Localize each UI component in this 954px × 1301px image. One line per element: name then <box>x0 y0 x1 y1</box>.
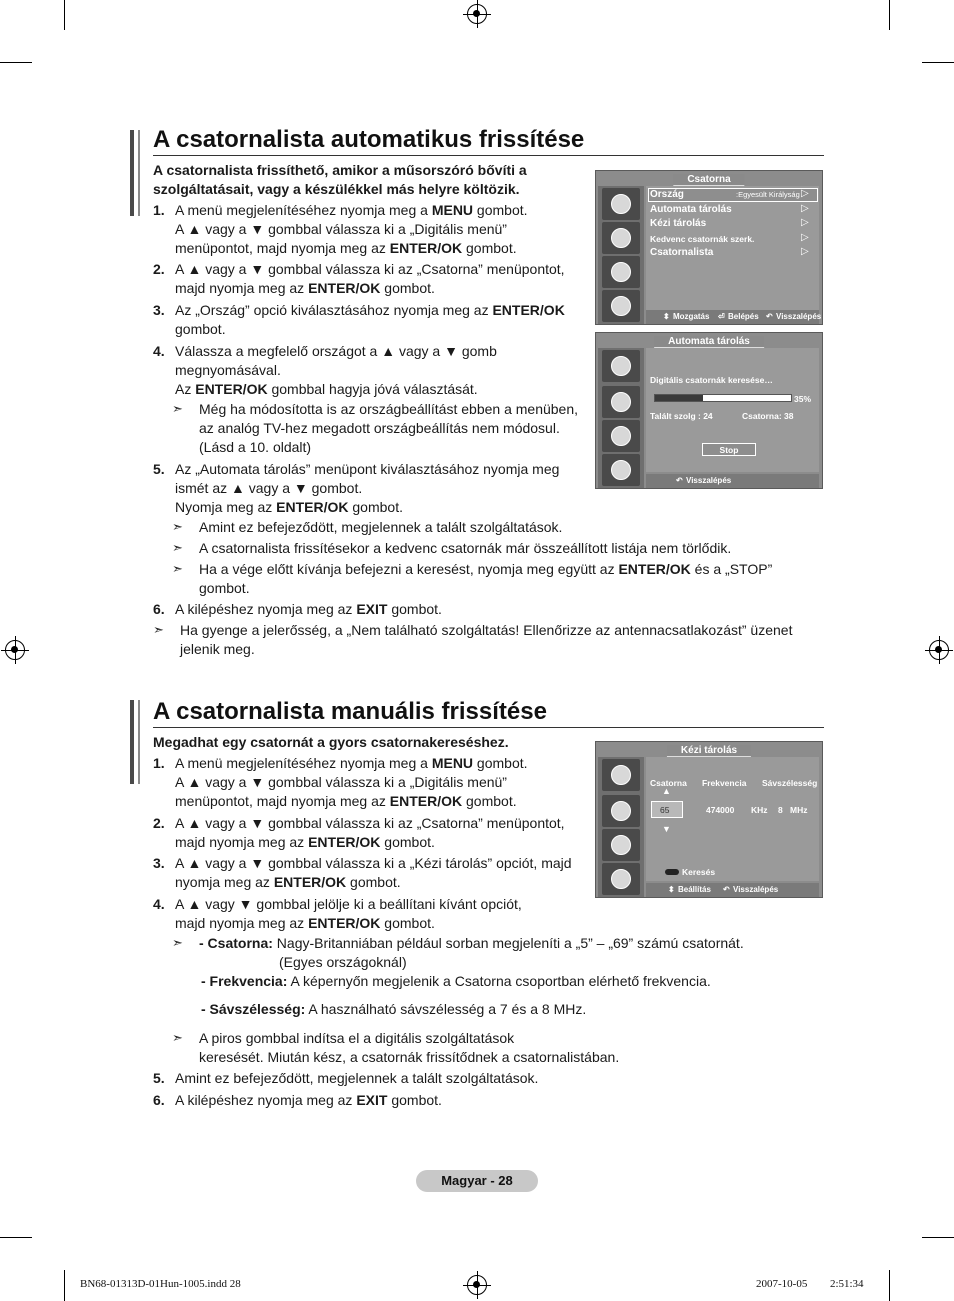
note-line: keresését. Miután kész, a csatornák frissítődnek a csatornalistában. <box>199 1049 620 1065</box>
registration-mark-bottom <box>467 1275 487 1295</box>
note-arrow-icon: ➣ <box>172 401 183 416</box>
panel-footer <box>646 474 819 488</box>
title-rule <box>153 155 824 156</box>
progress-bar <box>654 394 792 402</box>
menu-item-label: Ország <box>650 189 684 200</box>
footer-enter: Belépés <box>728 312 759 321</box>
note-line: Ha a vége előtt kívánja befejezni a keresést, nyomja meg együtt az ENTER/OK és a „STOP” <box>199 561 773 577</box>
step-number: 6. <box>153 1092 165 1108</box>
menu-item-label[interactable]: Kézi tárolás <box>650 218 707 229</box>
step-line: A menü megjelenítéséhez nyomja meg a MENU gombot. <box>175 202 528 218</box>
footer-filename: BN68-01313D-01Hun-1005.indd 28 <box>80 1278 241 1290</box>
step-line: A ▲ vagy a ▼ gombbal válassza ki az „Csatorna” menüpontot, <box>175 261 565 277</box>
step-line: Az ENTER/OK gombbal hagyja jóvá választását. <box>175 381 478 397</box>
enter-icon: ⏎ <box>718 312 725 321</box>
menu-item-label[interactable]: Csatornalista <box>650 247 714 258</box>
col-channel: Csatorna <box>650 778 687 788</box>
note-line: A csatornalista frissítésekor a kedvenc csatornák már összeállított listája nem törlődik. <box>199 540 732 556</box>
frequency-unit: KHz <box>751 805 768 815</box>
input-icon <box>602 290 640 322</box>
input-icon <box>602 454 640 486</box>
step-line: A ▲ vagy a ▼ gombbal válassza ki a „Digitális menü” <box>175 774 507 790</box>
registration-mark-left <box>5 640 25 660</box>
step-line: menüpontot, majd nyomja meg az ENTER/OK gombot. <box>175 240 517 256</box>
panel-footer <box>646 310 822 324</box>
step-number: 3. <box>153 302 165 318</box>
setup-icon <box>602 420 640 452</box>
frequency-value: 474000 <box>706 805 735 815</box>
chevron-right-icon: ▷ <box>801 232 809 243</box>
section-title: A csatornalista manuális frissítése <box>153 698 547 725</box>
stop-button[interactable]: Stop <box>702 443 756 456</box>
note-arrow-icon: ➣ <box>172 935 183 950</box>
col-bandwidth: Sávszélesség <box>762 778 818 788</box>
option-line: - Sávszélesség: A használható sávszélesség a 7 és a 8 MHz. <box>201 1001 587 1017</box>
step-line: majd nyomja meg az ENTER/OK gombot. <box>175 280 435 296</box>
section-bar <box>130 700 134 784</box>
step-number: 6. <box>153 601 165 617</box>
intro-line: A csatornalista frissíthető, amikor a műsorszóró bővíti a <box>153 162 527 178</box>
intro-line: szolgáltatásait, vagy a készülékkel más helyre költözik. <box>153 181 520 197</box>
option-line: (Egyes országoknál) <box>279 954 407 970</box>
note-line: gombot. <box>199 580 250 596</box>
channel-menu-panel <box>595 170 823 325</box>
step-line: Az „Automata tárolás” menüpont kiválasztásához nyomja meg <box>175 461 560 477</box>
progress-fill <box>655 395 703 401</box>
return-icon: ↶ <box>723 885 730 894</box>
step-line: A ▲ vagy a ▼ gombbal válassza ki a „Digitális menü” <box>175 221 507 237</box>
step-line: A kilépéshez nyomja meg az EXIT gombot. <box>175 601 442 617</box>
note-arrow-icon: ➣ <box>172 540 183 555</box>
auto-store-panel <box>595 332 823 489</box>
step-line: nyomja meg az ENTER/OK gombot. <box>175 874 401 890</box>
note-arrow-icon: ➣ <box>172 561 183 576</box>
step-line: Nyomja meg az ENTER/OK gombot. <box>175 499 403 515</box>
step-line: A kilépéshez nyomja meg az EXIT gombot. <box>175 1092 442 1108</box>
note-line: az analóg TV-hez megadott országbeállítás nem módosul. <box>199 420 560 436</box>
note-line: Még ha módosította is az országbeállítást ebben a menüben, <box>199 401 579 417</box>
step-line: A ▲ vagy ▼ gombbal jelölje ki a beállítani kívánt opciót, <box>175 896 522 912</box>
step-number: 5. <box>153 1070 165 1086</box>
picture-icon <box>602 759 640 791</box>
section-bar <box>138 130 140 216</box>
footer-return: Visszalépés <box>686 476 732 485</box>
panel-footer <box>646 883 819 897</box>
return-icon: ↶ <box>766 312 773 321</box>
step-line: Válassza a megfelelő országot a ▲ vagy a ▼ gomb <box>175 343 497 359</box>
footer-return: Visszalépés <box>776 312 822 321</box>
section-title: A csatornalista automatikus frissítése <box>153 126 585 153</box>
step-number: 5. <box>153 461 165 477</box>
step-line: A ▲ vagy a ▼ gombbal válassza ki az „Csatorna” menüpontot, <box>175 815 565 831</box>
panel-title: Automata tárolás <box>654 336 764 348</box>
chevron-right-icon: ▷ <box>801 217 809 228</box>
step-line: menüpontot, majd nyomja meg az ENTER/OK gombot. <box>175 793 517 809</box>
registration-mark-top <box>467 4 487 24</box>
title-rule <box>153 727 824 728</box>
footer-return: Visszalépés <box>733 885 779 894</box>
page-number-pill: Magyar - 28 <box>416 1170 538 1192</box>
step-number: 2. <box>153 261 165 277</box>
step-number: 1. <box>153 202 165 218</box>
note-line: (Lásd a 10. oldalt) <box>199 439 312 455</box>
panel-title: Csatorna <box>673 174 744 186</box>
note-arrow-icon: ➣ <box>172 519 183 534</box>
return-icon: ↶ <box>676 476 683 485</box>
note-arrow-icon: ➣ <box>153 622 164 637</box>
current-channel: Csatorna: 38 <box>742 411 794 421</box>
step-line: Amint ez befejeződött, megjelennek a talált szolgáltatások. <box>175 1070 539 1086</box>
red-button-icon <box>665 869 679 875</box>
arrow-down-icon: ▼ <box>662 824 671 834</box>
menu-item-value: :Egyesült Királyság <box>736 190 800 199</box>
step-number: 3. <box>153 855 165 871</box>
option-line: - Frekvencia: A képernyőn megjelenik a Csatorna csoportban elérhető frekvencia. <box>201 973 711 989</box>
channel-value: 65 <box>660 805 670 815</box>
step-line: A ▲ vagy a ▼ gombbal válassza ki a „Kézi tárolás” opciót, majd <box>175 855 572 871</box>
picture-icon <box>602 188 640 220</box>
step-line: majd nyomja meg az ENTER/OK gombot. <box>175 915 435 931</box>
note-line: jelenik meg. <box>180 641 255 657</box>
sound-icon <box>602 795 640 827</box>
chevron-right-icon: ▷ <box>801 203 809 214</box>
chevron-right-icon: ▷ <box>801 188 809 199</box>
setup-icon <box>602 829 640 861</box>
registration-mark-right <box>929 640 949 660</box>
footer-adjust: Beállítás <box>678 885 711 894</box>
searching-text: Digitális csatornák keresése… <box>650 375 773 385</box>
step-number: 1. <box>153 755 165 771</box>
step-number: 4. <box>153 896 165 912</box>
section-bar <box>138 700 140 784</box>
input-icon <box>602 863 640 895</box>
arrow-up-icon: ▲ <box>662 786 671 796</box>
panel-title: Kézi tárolás <box>667 745 751 757</box>
move-icon: ⬍ <box>668 885 675 894</box>
search-label[interactable]: Keresés <box>682 867 716 877</box>
picture-icon <box>602 350 640 382</box>
note-line: Ha gyenge a jelerősség, a „Nem található szolgáltatás! Ellenőrizze az antennacsatlakozást” üzenet <box>180 622 793 638</box>
step-number: 4. <box>153 343 165 359</box>
col-frequency: Frekvencia <box>702 778 747 788</box>
bandwidth-unit: MHz <box>790 805 808 815</box>
found-services: Talált szolg : 24 <box>650 411 713 421</box>
section-bar <box>130 130 134 216</box>
progress-label: 35% <box>794 394 812 404</box>
menu-item-label[interactable]: Kedvenc csatornák szerk. <box>650 234 755 244</box>
chevron-right-icon: ▷ <box>801 246 809 257</box>
bandwidth-value: 8 <box>778 805 783 815</box>
sound-icon <box>602 386 640 418</box>
step-number: 2. <box>153 815 165 831</box>
step-line: ismét az ▲ vagy a ▼ gombot. <box>175 480 363 496</box>
note-line: Amint ez befejeződött, megjelennek a talált szolgáltatások. <box>199 519 563 535</box>
step-line: A menü megjelenítéséhez nyomja meg a MENU gombot. <box>175 755 528 771</box>
manual-store-panel <box>595 741 823 898</box>
note-arrow-icon: ➣ <box>172 1030 183 1045</box>
footer-timestamp: 2007-10-05 ￿￿ 2:51:34 <box>756 1278 864 1290</box>
footer-move: Mozgatás <box>673 312 710 321</box>
move-icon: ⬍ <box>663 312 670 321</box>
sound-icon <box>602 222 640 254</box>
step-line: megnyomásával. <box>175 362 281 378</box>
setup-icon <box>602 256 640 288</box>
step-line: Az „Ország” opció kiválasztásához nyomja meg az ENTER/OK <box>175 302 565 318</box>
step-line: majd nyomja meg az ENTER/OK gombot. <box>175 834 435 850</box>
menu-item-label[interactable]: Automata tárolás <box>650 204 732 215</box>
intro-line: Megadhat egy csatornát a gyors csatornakereséshez. <box>153 734 509 750</box>
step-line: gombot. <box>175 321 226 337</box>
option-line: - Csatorna: Nagy-Britanniában például sorban megjeleníti a „5” – „69” számú csatornát. <box>199 935 744 951</box>
note-line: A piros gombbal indítsa el a digitális szolgáltatások <box>199 1030 515 1046</box>
